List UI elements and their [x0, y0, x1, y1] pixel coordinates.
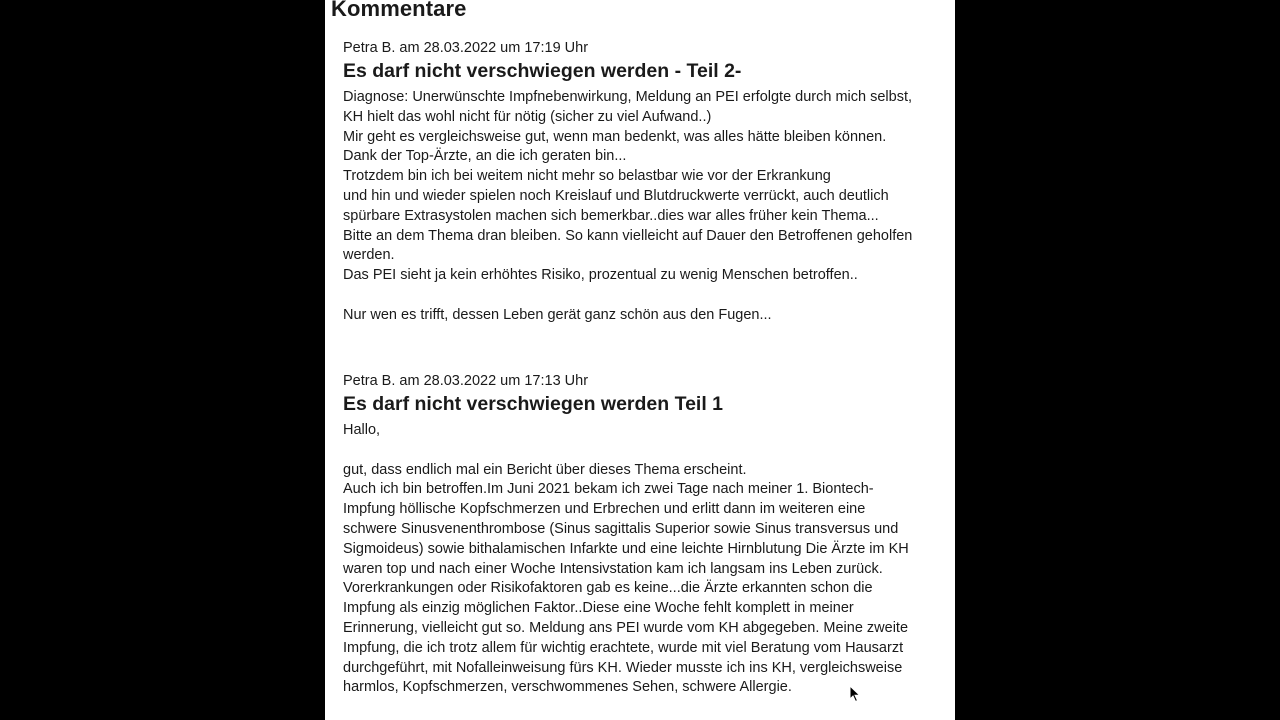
comment-line: KH hielt das wohl nicht für nötig (sicher zu viel Aufwand..) — [343, 108, 712, 125]
comment-line: Impfung, die ich trotz allem für wichtig erachtete, wurde mit viel Beratung vom Hausarzt — [343, 639, 904, 656]
comment-line: Das PEI sieht ja kein erhöhtes Risiko, prozentual zu wenig Menschen betroffen.. — [343, 267, 858, 284]
comment-line: gut, dass endlich mal ein Bericht über dieses Thema erscheint. — [343, 461, 747, 478]
comment-line: Vorerkrankungen oder Risikofaktoren gab es keine...die Ärzte erkannten schon die — [343, 580, 873, 597]
comment-line: Nur wen es trifft, dessen Leben gerät ganz schön aus den Fugen... — [343, 306, 772, 323]
comment-line: Mir geht es vergleichsweise gut, wenn man bedenkt, was alles hätte bleiben können. — [343, 128, 887, 145]
comment-title: Es darf nicht verschwiegen werden Teil 1 — [343, 393, 724, 415]
comment-item — [343, 371, 933, 698]
comment-line: Auch ich bin betroffen.Im Juni 2021 bekam ich zwei Tage nach meiner 1. Biontech- — [343, 481, 874, 498]
comment-line: Dank der Top-Ärzte, an die ich geraten bin... — [343, 148, 627, 165]
comment-item — [343, 38, 933, 326]
comment-body — [343, 88, 933, 326]
mouse-cursor-icon — [849, 685, 861, 703]
comment-line: Impfung als einzig möglichen Faktor..Diese eine Woche fehlt komplett in meiner — [343, 600, 854, 617]
comment-line: spürbare Extrasystolen machen sich bemerkbar..dies war alles früher kein Thema... — [343, 207, 879, 224]
comment-line: Diagnose: Unerwünschte Impfnebenwirkung, Meldung an PEI erfolgte durch mich selbst, — [343, 89, 913, 105]
comment-line — [343, 441, 933, 461]
comment-line: Erinnerung, vielleicht gut so. Meldung ans PEI wurde vom KH abgegeben. Meine zweite — [343, 619, 909, 636]
comment-title: Es darf nicht verschwiegen werden - Teil 2- — [343, 60, 742, 82]
comment-meta: Petra B. am 28.03.2022 um 17:19 Uhr — [343, 40, 589, 56]
comment-line: Impfung höllische Kopfschmerzen und Erbrechen und erlitt dann im weiteren eine — [343, 501, 866, 518]
comment-line: harmlos, Kopfschmerzen, verschwommenes Sehen, schwere Allergie. — [343, 679, 792, 696]
comment-line: Trotzdem bin ich bei weitem nicht mehr so belastbar wie vor der Erkrankung — [343, 168, 831, 185]
comment-line: und hin und wieder spielen noch Kreislauf und Blutdruckwerte verrückt, auch deutlich — [343, 187, 889, 204]
comment-body — [343, 421, 933, 698]
comment-line: schwere Sinusvenenthrombose (Sinus sagittalis Superior sowie Sinus transversus und — [343, 520, 899, 537]
comment-line: durchgeführt, mit Nofalleinweisung fürs KH. Wieder musste ich ins KH, vergleichsweise — [343, 659, 903, 676]
comment-line: Hallo, — [343, 422, 381, 438]
comment-meta: Petra B. am 28.03.2022 um 17:13 Uhr — [343, 373, 589, 389]
comment-line — [343, 286, 933, 306]
comment-line: werden. — [343, 247, 395, 264]
comments-page — [325, 0, 955, 720]
comment-line: Sigmoideus) sowie bithalamischen Infarkte und eine leichte Hirnblutung Die Ärzte im KH — [343, 540, 909, 557]
comment-line: waren top und nach einer Woche Intensivstation kam ich langsam ins Leben zurück. — [343, 560, 883, 577]
section-title: Kommentare — [331, 0, 467, 21]
comment-line: Bitte an dem Thema dran bleiben. So kann vielleicht auf Dauer den Betroffenen geholfen — [343, 227, 913, 244]
